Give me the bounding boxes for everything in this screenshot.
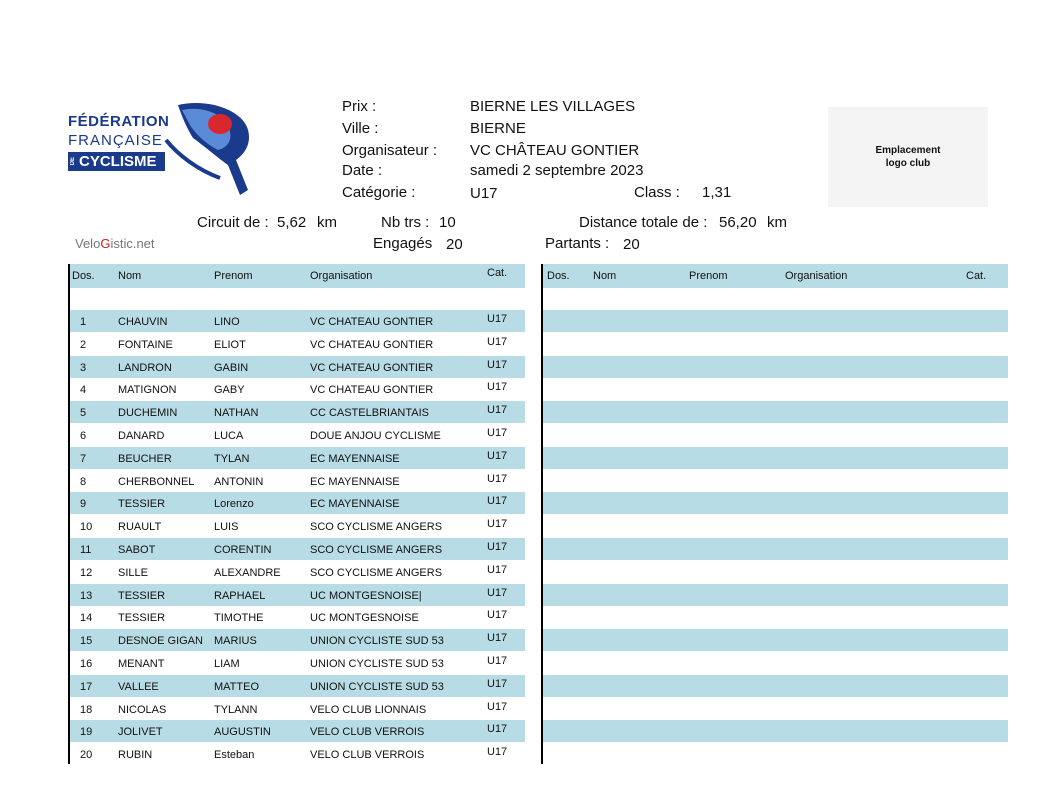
empty-row bbox=[543, 629, 1008, 651]
cell-cat: U17 bbox=[487, 677, 508, 690]
cell-org: UNION CYCLISTE SUD 53 bbox=[310, 635, 444, 648]
empty-row bbox=[543, 310, 1008, 332]
table-row bbox=[70, 606, 525, 628]
cell-dos: 15 bbox=[80, 635, 93, 648]
cell-cat: U17 bbox=[487, 563, 508, 576]
cell-cat: U17 bbox=[487, 381, 508, 394]
cell-dos: 7 bbox=[80, 452, 87, 465]
table-row bbox=[70, 538, 525, 560]
cell-nom: BEUCHER bbox=[118, 452, 172, 465]
empty-row bbox=[543, 515, 1008, 537]
table-row bbox=[70, 447, 525, 469]
class-value: 1,31 bbox=[702, 184, 732, 201]
cell-cat: U17 bbox=[487, 404, 508, 417]
cell-prenom: Esteban bbox=[214, 749, 255, 762]
empty-row bbox=[543, 538, 1008, 560]
table-header: Dos. Nom Prenom Organisation Cat. bbox=[543, 264, 1008, 288]
table-row bbox=[70, 720, 525, 742]
ffc-logo bbox=[68, 100, 268, 200]
ville-value: BIERNE bbox=[470, 120, 526, 137]
cell-prenom: TIMOTHE bbox=[214, 612, 264, 625]
cell-dos: 2 bbox=[80, 338, 87, 351]
table-row bbox=[70, 584, 525, 606]
table-row bbox=[70, 492, 525, 514]
nbtrs-value: 10 bbox=[439, 214, 456, 231]
cell-nom: SILLE bbox=[118, 566, 148, 579]
circuit-label: Circuit de : bbox=[197, 214, 269, 231]
cell-cat: U17 bbox=[487, 746, 508, 759]
cell-prenom: MARIUS bbox=[214, 635, 257, 648]
empty-row bbox=[543, 356, 1008, 378]
cell-nom: DANARD bbox=[118, 430, 165, 442]
cell-nom: DUCHEMIN bbox=[118, 407, 178, 420]
cell-dos: 18 bbox=[80, 703, 93, 716]
cell-dos: 10 bbox=[80, 521, 93, 534]
cell-cat: U17 bbox=[487, 313, 508, 325]
cell-dos: 19 bbox=[80, 726, 93, 739]
cell-prenom: ALEXANDRE bbox=[214, 566, 281, 579]
partants-value: 20 bbox=[623, 236, 640, 253]
cell-cat: U17 bbox=[487, 427, 508, 439]
cell-org: EC MAYENNAISE bbox=[310, 452, 400, 465]
engages-value: 20 bbox=[446, 236, 463, 253]
cell-prenom: NATHAN bbox=[214, 407, 259, 420]
table-row bbox=[70, 675, 525, 697]
empty-row bbox=[543, 401, 1008, 423]
cell-org: UC MONTGESNOISE| bbox=[310, 589, 422, 602]
cell-cat: U17 bbox=[487, 655, 508, 667]
empty-row bbox=[543, 720, 1008, 742]
cell-org: VC CHATEAU GONTIER bbox=[310, 361, 434, 374]
cell-nom: SABOT bbox=[118, 544, 156, 556]
cell-org: DOUE ANJOU CYCLISME bbox=[310, 430, 441, 442]
cell-dos: 1 bbox=[80, 316, 87, 328]
cell-prenom: TYLAN bbox=[214, 452, 250, 465]
empty-row bbox=[543, 743, 1008, 765]
cell-org: SCO CYCLISME ANGERS bbox=[310, 544, 443, 556]
table-row bbox=[70, 470, 525, 492]
cell-org: EC MAYENNAISE bbox=[310, 475, 400, 488]
cell-nom: LANDRON bbox=[118, 361, 172, 374]
table-row bbox=[70, 698, 525, 720]
cell-prenom: AUGUSTIN bbox=[214, 726, 271, 739]
table-row bbox=[70, 310, 525, 332]
cell-dos: 16 bbox=[80, 658, 93, 670]
cell-org: VELO CLUB VERROIS bbox=[310, 749, 425, 762]
partants-label: Partants : bbox=[545, 235, 610, 252]
empty-row bbox=[543, 470, 1008, 492]
cell-org: VELO CLUB LIONNAIS bbox=[310, 703, 427, 716]
cell-cat: U17 bbox=[487, 358, 508, 371]
empty-row bbox=[543, 378, 1008, 400]
distance-unit: km bbox=[767, 214, 787, 231]
cell-nom: RUAULT bbox=[118, 521, 162, 534]
table-row bbox=[70, 333, 525, 355]
empty-row bbox=[543, 652, 1008, 674]
table-row bbox=[70, 743, 525, 765]
engages-label: Engagés bbox=[373, 235, 433, 252]
cell-cat: U17 bbox=[487, 472, 508, 485]
cell-org: CC CASTELBRIANTAIS bbox=[310, 407, 429, 420]
cell-org: UC MONTGESNOISE bbox=[310, 612, 419, 625]
cell-org: EC MAYENNAISE bbox=[310, 498, 400, 511]
cell-org: VELO CLUB VERROIS bbox=[310, 726, 425, 739]
cell-cat: U17 bbox=[487, 586, 508, 599]
cell-cat: U17 bbox=[487, 723, 508, 736]
empty-row bbox=[543, 675, 1008, 697]
categorie-value: U17 bbox=[470, 185, 498, 202]
cell-org: UNION CYCLISTE SUD 53 bbox=[310, 658, 444, 670]
cell-dos: 5 bbox=[80, 407, 87, 420]
date-label: Date : bbox=[342, 162, 383, 179]
distance-label: Distance totale de : bbox=[579, 214, 708, 231]
table-header: Dos. Nom Prenom Organisation Cat. bbox=[70, 264, 525, 288]
cell-cat: U17 bbox=[487, 518, 508, 531]
empty-row bbox=[543, 698, 1008, 720]
cell-dos: 17 bbox=[80, 680, 93, 693]
cell-dos: 9 bbox=[80, 498, 87, 511]
prix-label: Prix : bbox=[342, 98, 377, 115]
cell-nom: CHAUVIN bbox=[118, 316, 168, 328]
cell-prenom: CORENTIN bbox=[214, 544, 272, 556]
cell-nom: TESSIER bbox=[118, 612, 166, 625]
empty-row bbox=[543, 424, 1008, 446]
table-row bbox=[70, 629, 525, 651]
cell-nom: TESSIER bbox=[118, 498, 166, 511]
cell-dos: 13 bbox=[80, 589, 93, 602]
circuit-value: 5,62 bbox=[277, 214, 307, 231]
table-row bbox=[70, 378, 525, 400]
cell-prenom: ANTONIN bbox=[214, 475, 264, 488]
cell-dos: 4 bbox=[80, 384, 87, 397]
date-value: samedi 2 septembre 2023 bbox=[470, 162, 644, 179]
table-row bbox=[70, 652, 525, 674]
cell-nom: TESSIER bbox=[118, 589, 166, 602]
cell-prenom: MATTEO bbox=[214, 680, 260, 693]
cell-cat: U17 bbox=[487, 335, 508, 348]
cell-prenom: TYLANN bbox=[214, 703, 258, 716]
cell-nom: NICOLAS bbox=[118, 703, 167, 716]
cell-nom: VALLEE bbox=[118, 680, 159, 693]
cell-prenom: LUCA bbox=[214, 430, 244, 442]
cell-prenom: LIAM bbox=[214, 658, 240, 670]
ffc-logo-text: FÉDÉRATION FRANÇAISE DE CYCLISME bbox=[68, 113, 170, 170]
table-row bbox=[70, 424, 525, 446]
cell-dos: 3 bbox=[80, 361, 87, 374]
class-label: Class : bbox=[634, 184, 680, 201]
cell-org: VC CHATEAU GONTIER bbox=[310, 384, 434, 397]
velogistic-brand: VeloGistic.net bbox=[75, 236, 155, 251]
cell-nom: FONTAINE bbox=[118, 338, 173, 351]
cell-prenom: GABY bbox=[214, 384, 245, 397]
cell-nom: CHERBONNEL bbox=[118, 475, 195, 488]
cell-dos: 6 bbox=[80, 430, 87, 442]
club-logo-placeholder: Emplacement logo club bbox=[828, 107, 988, 207]
empty-row bbox=[543, 561, 1008, 583]
table-row bbox=[70, 356, 525, 378]
categorie-label: Catégorie : bbox=[342, 184, 416, 201]
cell-dos: 8 bbox=[80, 475, 87, 488]
cell-org: SCO CYCLISME ANGERS bbox=[310, 566, 443, 579]
empty-row bbox=[543, 584, 1008, 606]
cell-prenom: LINO bbox=[214, 316, 240, 328]
cell-cat: U17 bbox=[487, 700, 508, 713]
cell-prenom: GABIN bbox=[214, 361, 249, 374]
empty-row bbox=[543, 606, 1008, 628]
cell-nom: RUBIN bbox=[118, 749, 153, 762]
cell-dos: 20 bbox=[80, 749, 93, 762]
riders-table-left bbox=[68, 264, 525, 764]
cell-cat: U17 bbox=[487, 449, 508, 462]
organisateur-label: Organisateur : bbox=[342, 142, 438, 159]
ville-label: Ville : bbox=[342, 120, 379, 137]
table-row bbox=[70, 561, 525, 583]
cell-cat: U17 bbox=[487, 541, 508, 553]
circuit-unit: km bbox=[317, 214, 337, 231]
cell-nom: MENANT bbox=[118, 658, 165, 670]
cell-prenom: LUIS bbox=[214, 521, 239, 534]
cell-cat: U17 bbox=[487, 495, 508, 508]
ffc-cyclist-icon bbox=[148, 100, 268, 200]
cell-cat: U17 bbox=[487, 609, 508, 622]
cell-nom: DESNOE GIGAN bbox=[118, 635, 203, 648]
cell-prenom: Lorenzo bbox=[214, 498, 254, 511]
cell-org: UNION CYCLISTE SUD 53 bbox=[310, 680, 444, 693]
organisateur-value: VC CHÂTEAU GONTIER bbox=[470, 142, 640, 159]
cell-dos: 11 bbox=[80, 544, 92, 556]
prix-value: BIERNE LES VILLAGES bbox=[470, 98, 636, 115]
table-row bbox=[70, 401, 525, 423]
cell-org: SCO CYCLISME ANGERS bbox=[310, 521, 443, 534]
nbtrs-label: Nb trs : bbox=[381, 214, 430, 231]
empty-row bbox=[543, 492, 1008, 514]
cell-prenom: RAPHAEL bbox=[214, 589, 266, 602]
table-row bbox=[70, 515, 525, 537]
empty-row bbox=[543, 333, 1008, 355]
riders-table-right bbox=[541, 264, 1008, 764]
cell-dos: 12 bbox=[80, 566, 93, 579]
empty-row bbox=[543, 447, 1008, 469]
distance-value: 56,20 bbox=[719, 214, 757, 231]
cell-org: VC CHATEAU GONTIER bbox=[310, 316, 434, 328]
cell-nom: MATIGNON bbox=[118, 384, 177, 397]
cell-prenom: ELIOT bbox=[214, 338, 246, 351]
cell-nom: JOLIVET bbox=[118, 726, 163, 739]
cell-org: VC CHATEAU GONTIER bbox=[310, 338, 434, 351]
cell-cat: U17 bbox=[487, 632, 508, 645]
cell-dos: 14 bbox=[80, 612, 93, 625]
